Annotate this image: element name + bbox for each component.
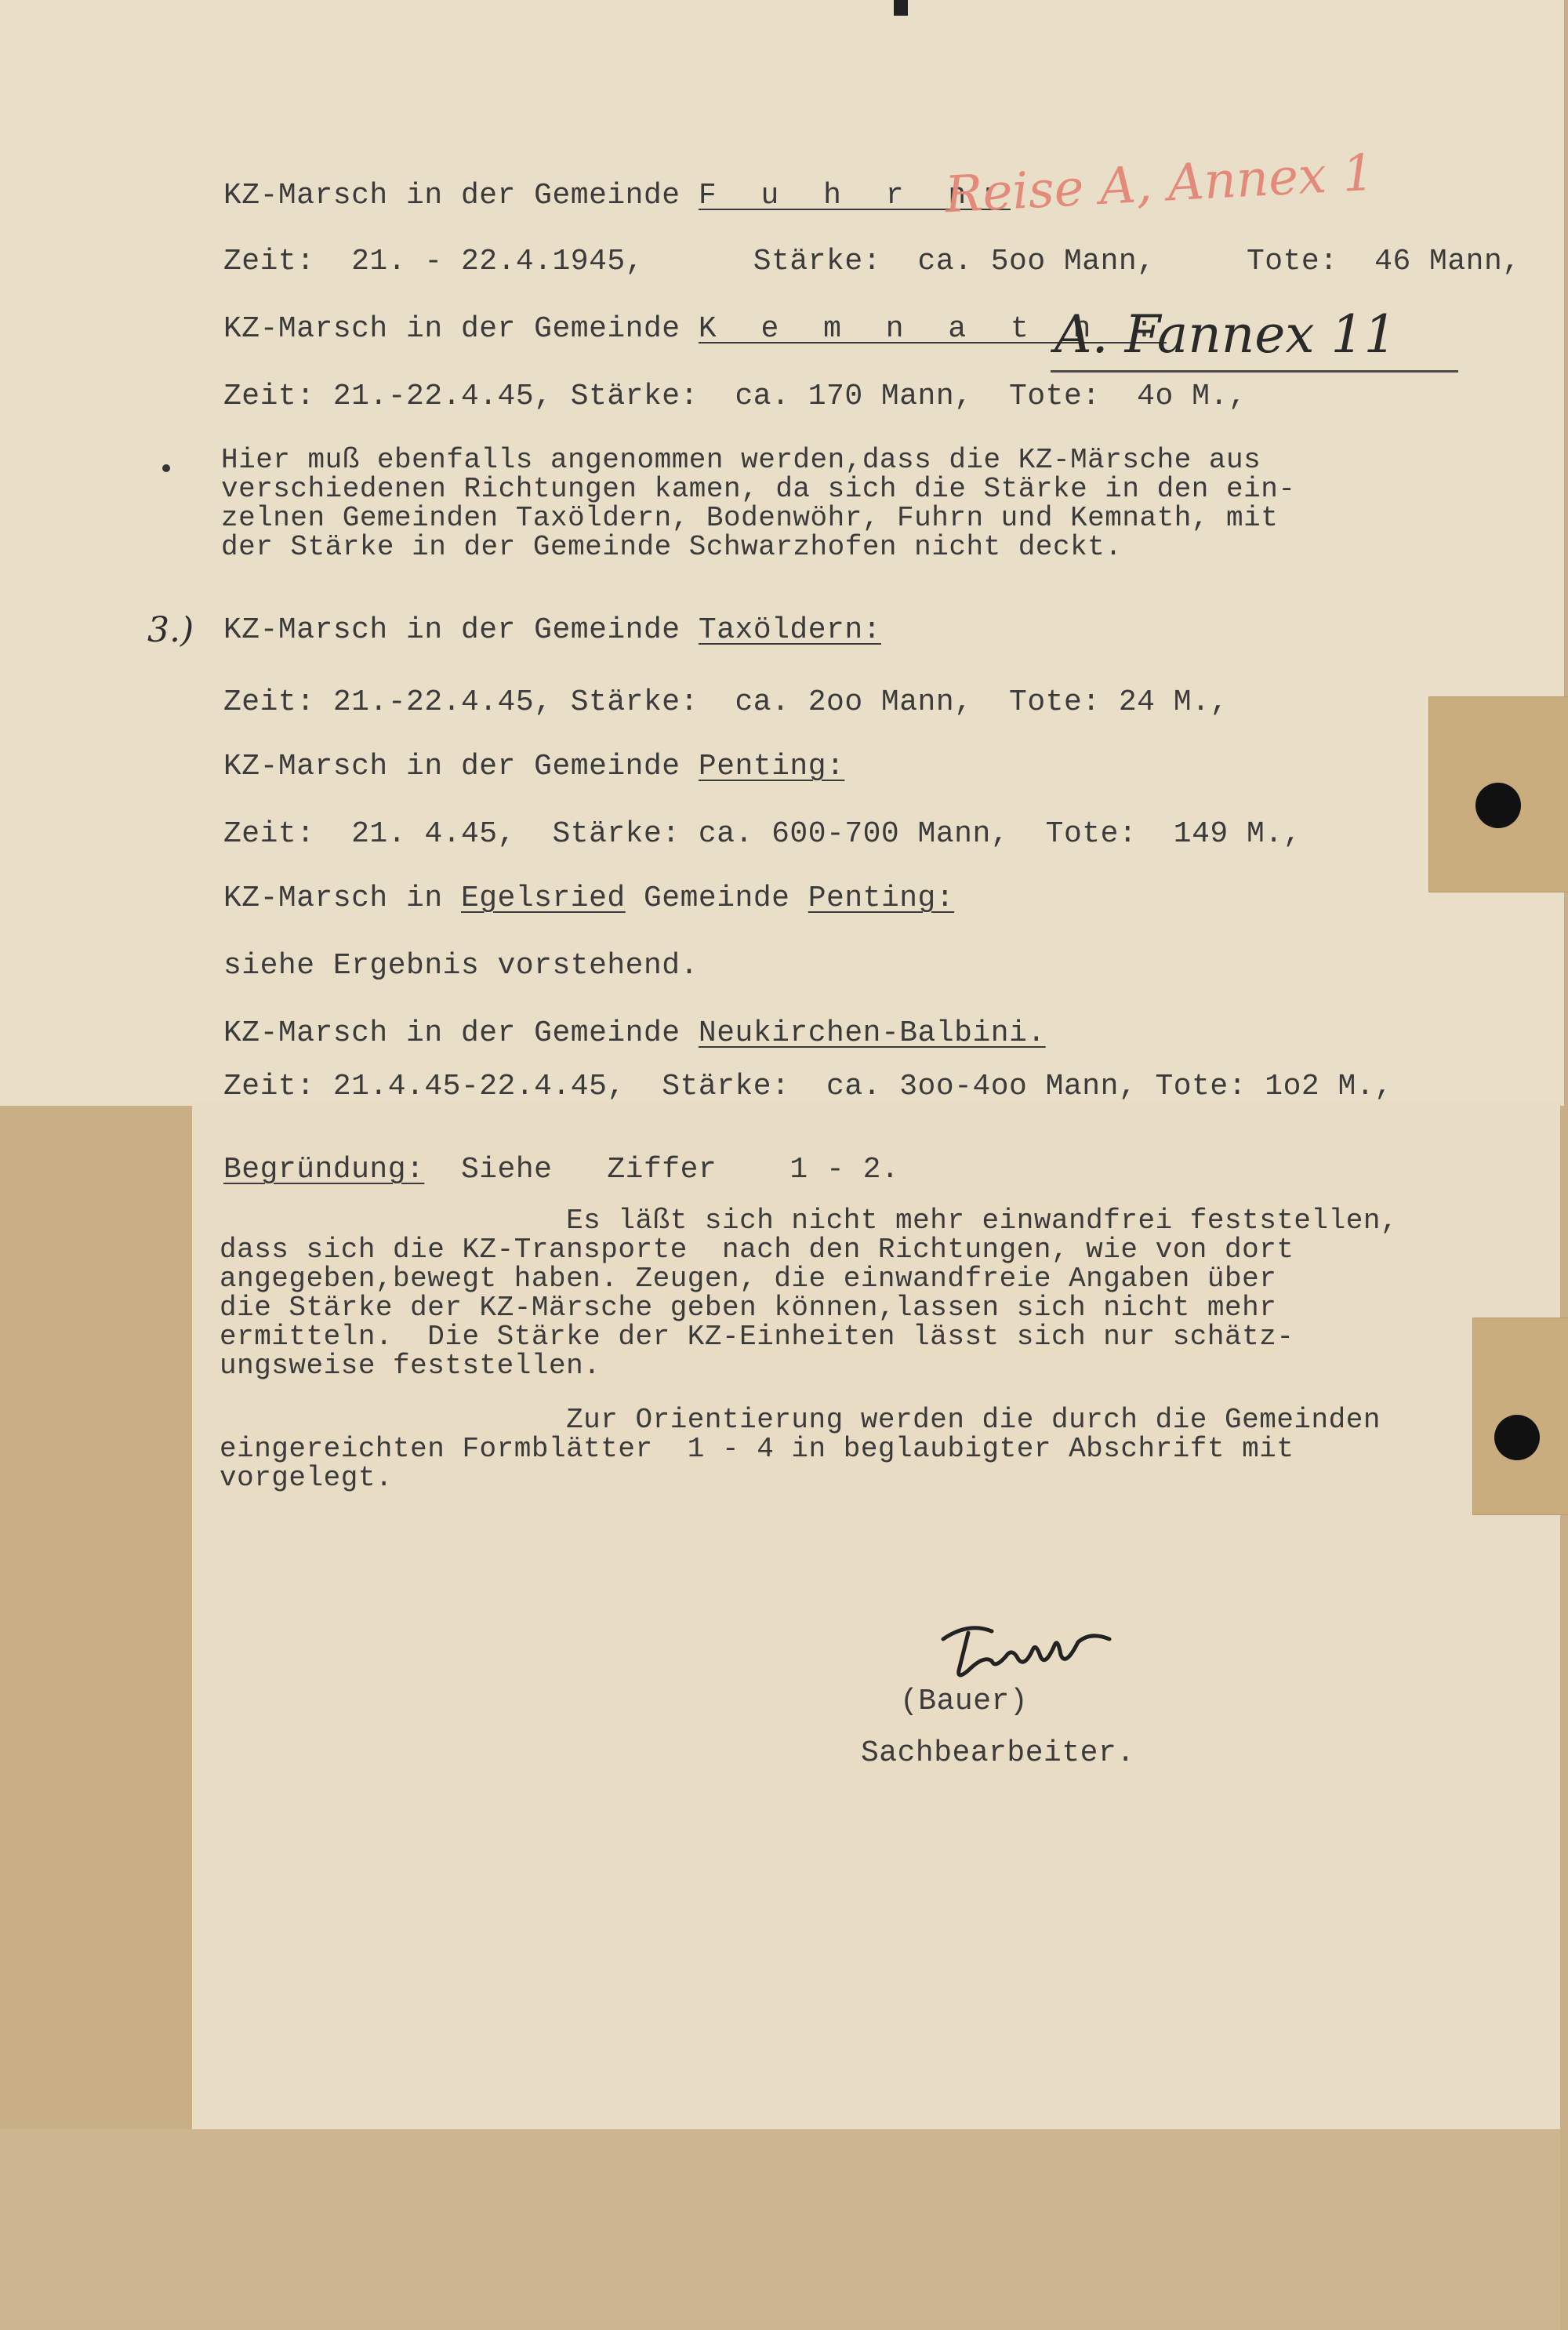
begruendung-heading: Begründung: Siehe Ziffer 1 - 2. bbox=[223, 1153, 900, 1187]
fuhrn-heading: KZ-Marsch in der Gemeinde F u h r n: bbox=[223, 179, 1011, 213]
kemnath-details: Zeit: 21.-22.4.45, Stärke: ca. 170 Mann, Tote: 4o M., bbox=[223, 380, 1247, 413]
annex-note-underline bbox=[1051, 370, 1458, 373]
fuhrn-details: Zeit: 21. - 22.4.1945, Stärke: ca. 5oo Mann, Tote: 46 Mann, bbox=[223, 245, 1521, 278]
penting-heading: KZ-Marsch in der Gemeinde Penting: bbox=[223, 750, 845, 783]
begruendung-paragraph-1: Es läßt sich nicht mehr einwandfrei feststellen, dass sich die KZ-Transporte nach den Richtungen, wie von dort angegeben,bewegt haben. Zeugen, die einwandfreie Angaben über die Stärke der KZ-Märsche geben können,lassen sich nicht mehr ermitteln. Die Stärke der KZ-Einheiten lässt sich nur schätz- ungsweise feststellen. bbox=[220, 1205, 1399, 1382]
red-pencil-annotation: Reise A, Annex 1 bbox=[943, 144, 1376, 225]
handwritten-signature bbox=[937, 1616, 1125, 1690]
backing-board-bottom bbox=[0, 2129, 1568, 2330]
taxoeldern-details: Zeit: 21.-22.4.45, Stärke: ca. 2oo Mann, Tote: 24 M., bbox=[223, 685, 1229, 719]
signatory-name: (Bauer) bbox=[900, 1685, 1029, 1718]
signatory-title: Sachbearbeiter. bbox=[861, 1736, 1135, 1770]
explanation-paragraph: Hier muß ebenfalls angenommen werden,dass die KZ-Märsche aus verschiedenen Richtungen kamen, da sich die Stärke in den ein- zelnen Gemeinden Taxöldern, Bodenwöhr, Fuhrn und Kemnath, mit der Stärke in der Gemeinde Schwarzhofen nicht deckt. bbox=[221, 444, 1296, 563]
margin-dot bbox=[162, 464, 170, 472]
punch-hole-lower bbox=[1494, 1415, 1540, 1460]
section-3-number: 3.) bbox=[147, 610, 194, 650]
egelsried-result: siehe Ergebnis vorstehend. bbox=[223, 949, 699, 983]
handwritten-annex-note: A. Fannex 11 bbox=[1054, 304, 1397, 365]
neukirchen-details: Zeit: 21.4.45-22.4.45, Stärke: ca. 3oo-4oo Mann, Tote: 1o2 M., bbox=[223, 1070, 1393, 1103]
taxoeldern-heading: KZ-Marsch in der Gemeinde Taxöldern: bbox=[223, 613, 881, 647]
penting-details: Zeit: 21. 4.45, Stärke: ca. 600-700 Mann, Tote: 149 M., bbox=[223, 817, 1301, 851]
egelsried-heading: KZ-Marsch in Egelsried Gemeinde Penting: bbox=[223, 881, 955, 915]
staple-mark bbox=[894, 0, 908, 16]
punch-hole-upper bbox=[1475, 783, 1521, 828]
kemnath-heading: KZ-Marsch in der Gemeinde K e m n a t h : bbox=[223, 312, 1167, 346]
neukirchen-heading: KZ-Marsch in der Gemeinde Neukirchen-Balbini. bbox=[223, 1016, 1046, 1050]
begruendung-paragraph-2: Zur Orientierung werden die durch die Gemeinden eingereichten Formblätter 1 - 4 in beglaubigter Abschrift mit vorgelegt. bbox=[220, 1404, 1381, 1494]
